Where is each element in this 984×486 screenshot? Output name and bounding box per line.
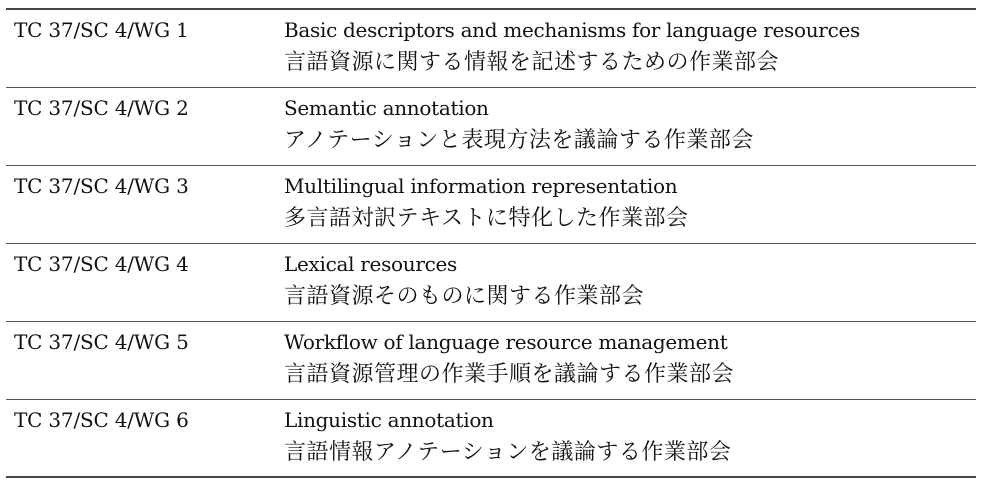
working-group-title-en: Semantic annotation (284, 95, 489, 120)
description-cell (280, 87, 976, 165)
working-group-code: TC 37/SC 4/WG 3 (14, 173, 189, 198)
working-group-title-en: Basic descriptors and mechanisms for language resources (284, 18, 860, 42)
code-cell (6, 399, 280, 477)
working-group-code: TC 37/SC 4/WG 6 (14, 407, 189, 432)
description-cell (280, 165, 976, 243)
code-cell (6, 9, 280, 87)
working-group-title-ja: 言語資源に関する情報を記述するための作業部会 (284, 50, 780, 75)
description-cell (280, 9, 976, 87)
table-row (6, 9, 976, 87)
description-cell (280, 243, 976, 321)
working-group-title-en: Workflow of language resource management (284, 329, 728, 354)
working-group-title-ja: アノテーションと表現方法を議論する作業部会 (284, 127, 754, 153)
table-row (6, 87, 976, 165)
table-row (6, 243, 976, 321)
working-group-code: TC 37/SC 4/WG 5 (14, 329, 189, 354)
working-group-title-en: Multilingual information representation (284, 173, 678, 198)
working-group-code: TC 37/SC 4/WG 2 (14, 95, 189, 120)
working-group-code: TC 37/SC 4/WG 1 (14, 18, 189, 42)
description-cell (280, 399, 976, 477)
code-cell (6, 243, 280, 321)
table-row (6, 321, 976, 399)
working-group-title-en: Linguistic annotation (284, 407, 494, 432)
table-row (6, 165, 976, 243)
working-group-title-ja: 言語資源そのものに関する作業部会 (284, 283, 645, 309)
working-group-title-en: Lexical resources (284, 251, 458, 276)
code-cell (6, 165, 280, 243)
working-group-code: TC 37/SC 4/WG 4 (14, 251, 189, 276)
code-cell (6, 87, 280, 165)
table-row (6, 399, 976, 477)
working-group-title-ja: 言語情報アノテーションを議論する作業部会 (284, 439, 732, 465)
code-cell (6, 321, 280, 399)
working-groups-table (6, 8, 976, 478)
working-group-title-ja: 多言語対訳テキストに特化した作業部会 (284, 205, 689, 231)
description-cell (280, 321, 976, 399)
working-group-title-ja: 言語資源管理の作業手順を議論する作業部会 (284, 361, 735, 387)
